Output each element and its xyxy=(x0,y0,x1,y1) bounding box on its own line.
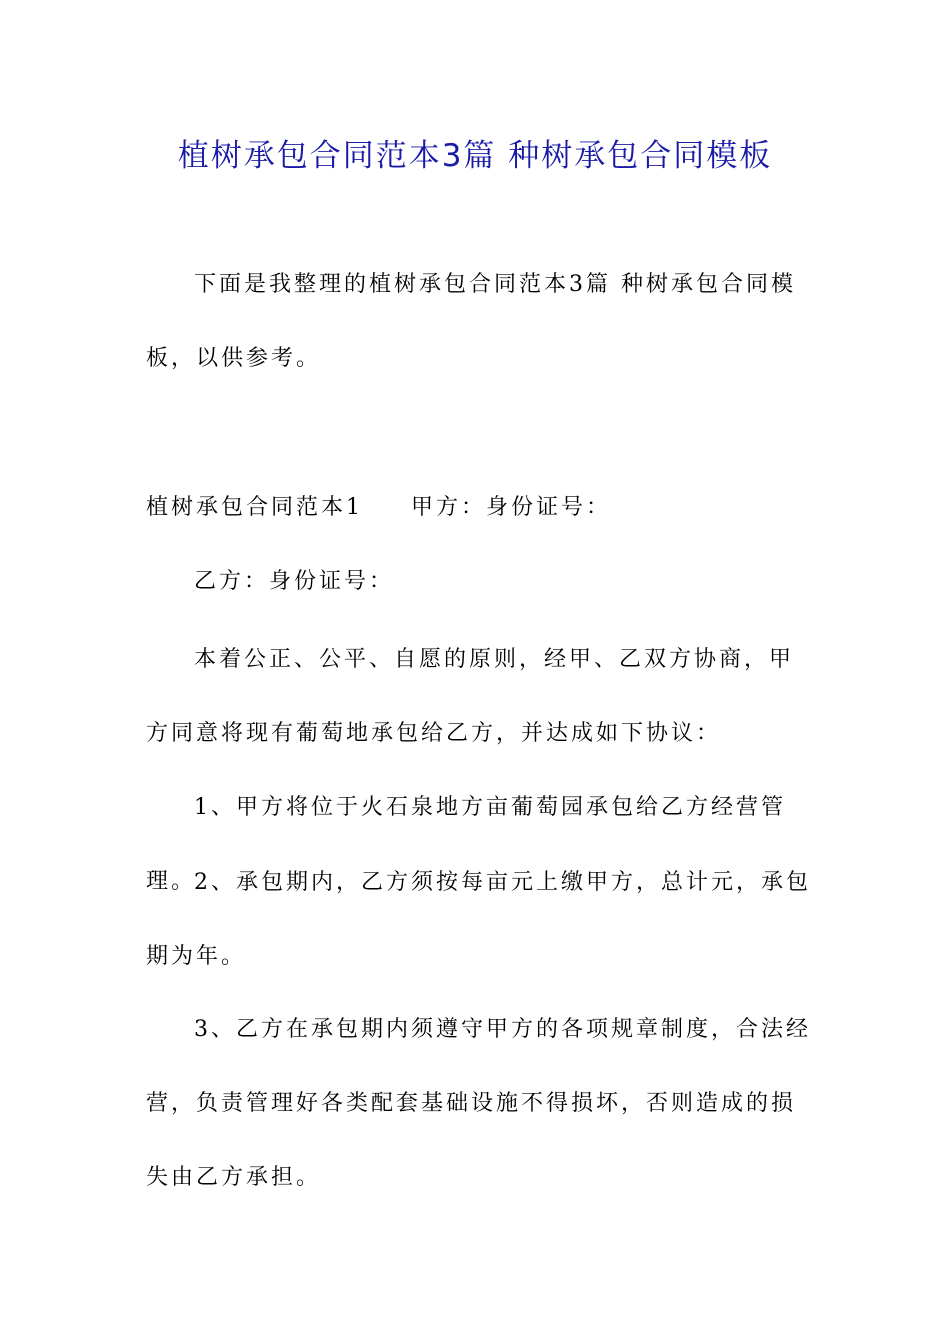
preamble-paragraph: 本着公正、公平、自愿的原则，经甲、乙双方协商，甲方同意将现有葡萄地承包给乙方，并达成如下协议： xyxy=(146,647,795,746)
document-title: 植树承包合同范本3篇 种树承包合同模板 xyxy=(177,138,773,174)
section-heading-line xyxy=(146,471,816,545)
party-a-line: 甲方：身份证号： xyxy=(411,495,612,520)
party-b-line: 乙方：身份证号： xyxy=(194,569,395,594)
section-heading: 植树承包合同范本1 xyxy=(146,495,363,520)
clause-2: 2、承包期内，乙方须按每亩元上缴甲方，总计元，承包期为年。 xyxy=(146,870,811,969)
intro-paragraph: 下面是我整理的植树承包合同范本3篇 种树承包合同模板，以供参考。 xyxy=(146,272,796,371)
clause-3: 3、乙方在承包期内须遵守甲方的各项规章制度，合法经营，负责管理好各类配套基础设施不得损坏，否则造成的损失由乙方承担。 xyxy=(146,1017,811,1190)
clause-1: 1、甲方将位于火石泉地方亩葡萄园承包给乙方经营管理。 xyxy=(146,795,786,894)
